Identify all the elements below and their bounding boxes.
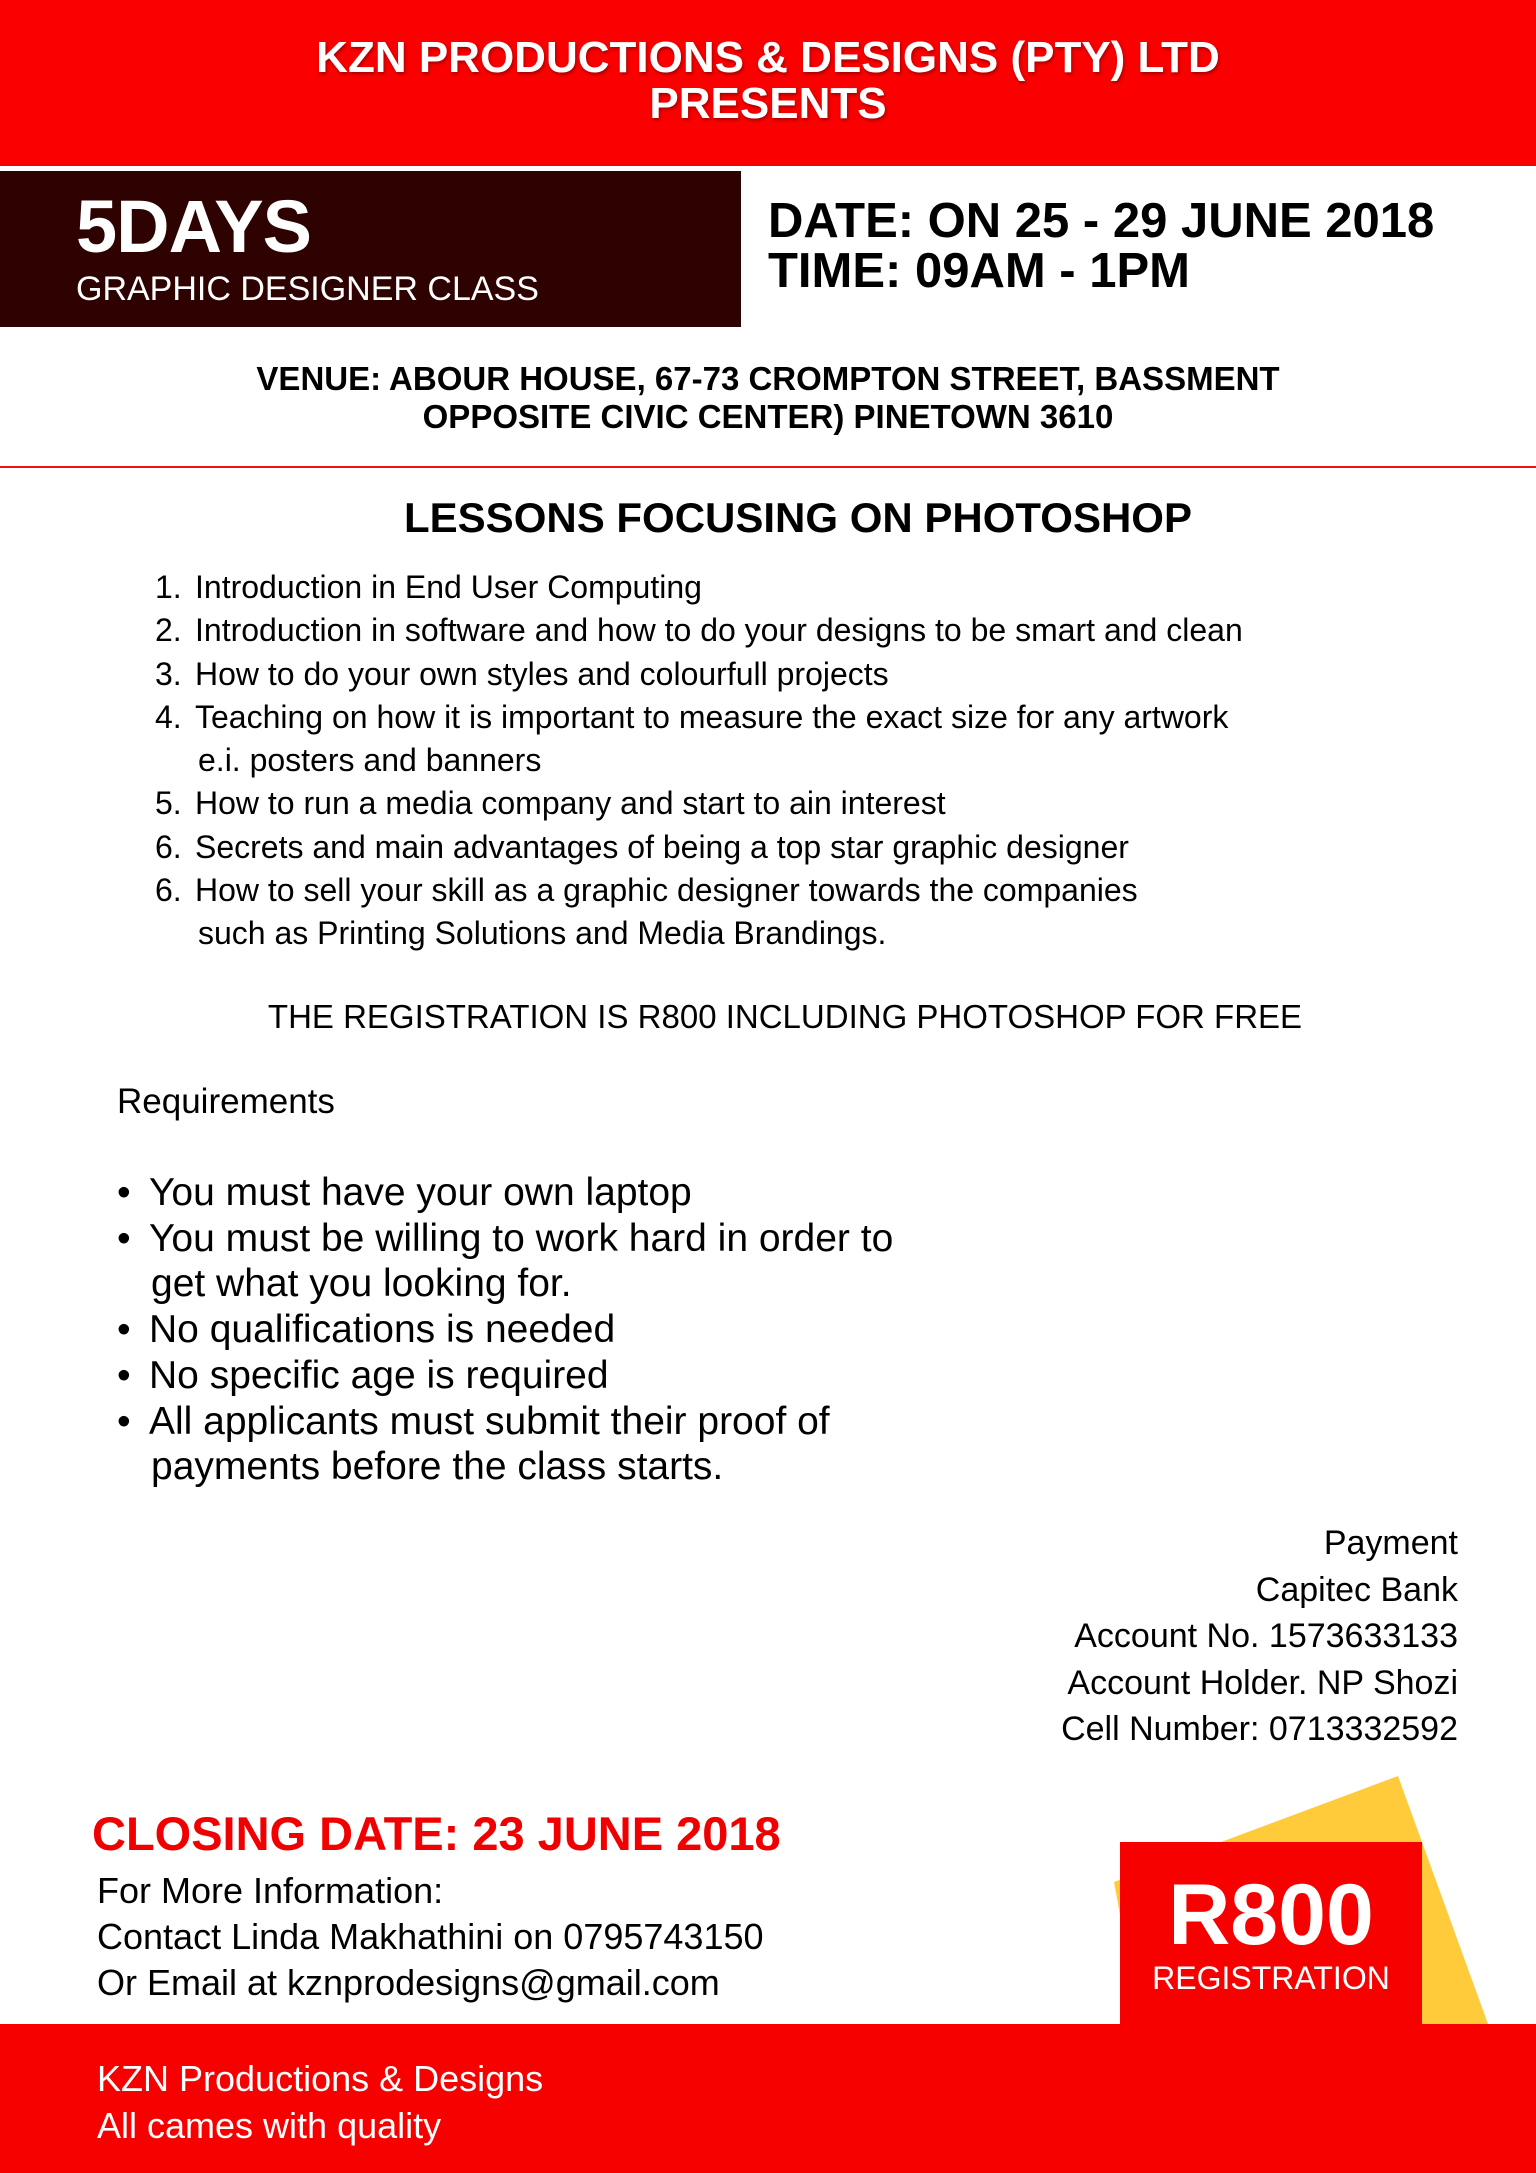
lesson-number: 3.: [155, 655, 182, 692]
lesson-continuation: such as Printing Solutions and Media Brandings.: [198, 915, 887, 952]
price-amount: R800: [1168, 1867, 1374, 1963]
payment-details: [1061, 1520, 1458, 1753]
requirement-text: No specific age is required: [149, 1353, 609, 1397]
lesson-item: [155, 653, 1243, 696]
contact-person: Contact Linda Makhathini on 0795743150: [97, 1916, 764, 1957]
requirement-continuation: get what you looking for.: [151, 1262, 572, 1306]
lesson-item: [155, 869, 1243, 912]
lesson-continuation: e.i. posters and banners: [198, 742, 542, 779]
lesson-text: Introduction in software and how to do your designs to be smart and clean: [195, 612, 1243, 649]
registration-note: THE REGISTRATION IS R800 INCLUDING PHOTOSHOP FOR FREE: [267, 998, 1303, 1035]
lessons-list: [155, 566, 1243, 956]
top-banner: [0, 0, 1536, 166]
requirement-item: [117, 1307, 893, 1353]
contact-info: [97, 1868, 764, 2006]
lesson-text: Teaching on how it is important to measure the exact size for any artwork: [195, 698, 1229, 735]
bullet-icon: •: [117, 1216, 131, 1260]
closing-date: CLOSING DATE: 23 JUNE 2018: [92, 1807, 781, 1860]
requirement-text: All applicants must submit their proof of: [149, 1399, 830, 1443]
requirement-item: [117, 1399, 893, 1445]
lesson-item: [155, 782, 1243, 825]
date-line: DATE: ON 25 - 29 JUNE 2018: [768, 194, 1435, 248]
lesson-number: 6.: [155, 872, 182, 909]
company-name: KZN PRODUCTIONS & DESIGNS (PTY) LTD: [316, 33, 1220, 82]
account-holder: Account Holder. NP Shozi: [1067, 1663, 1458, 1702]
duration-headline: 5DAYS: [76, 185, 311, 268]
bullet-icon: •: [117, 1308, 131, 1352]
lesson-text: How to run a media company and start to ain interest: [195, 785, 946, 822]
lesson-item: [155, 826, 1243, 869]
lesson-number: 2.: [155, 612, 182, 649]
bank-name: Capitec Bank: [1255, 1570, 1458, 1609]
lesson-number: 6.: [155, 828, 182, 865]
cell-number: Cell Number: 0713332592: [1061, 1710, 1458, 1748]
venue-line-2: OPPOSITE CIVIC CENTER) PINETOWN 3610: [422, 398, 1114, 435]
lessons-title: LESSONS FOCUSING ON PHOTOSHOP: [404, 494, 1192, 541]
presents-label: PRESENTS: [649, 79, 887, 128]
requirements-list: [117, 1170, 893, 1490]
class-subtitle: GRAPHIC DESIGNER CLASS: [76, 270, 539, 308]
lesson-text: Introduction in End User Computing: [195, 569, 702, 605]
lesson-number: 5.: [155, 785, 182, 822]
footer-company: KZN Productions & Designs: [97, 2058, 544, 2099]
payment-heading: Payment: [1323, 1524, 1458, 1562]
bullet-icon: •: [117, 1399, 131, 1443]
info-label: For More Information:: [97, 1870, 444, 1911]
price-label: REGISTRATION: [1152, 1960, 1390, 1996]
requirement-item: [117, 1216, 893, 1262]
contact-email: Or Email at kznprodesigns@gmail.com: [97, 1962, 720, 2003]
requirement-item: [117, 1353, 893, 1399]
lesson-item: [155, 696, 1243, 739]
venue: [0, 360, 1536, 436]
requirement-item: [117, 1170, 893, 1216]
lesson-text: How to do your own styles and colourfull projects: [195, 655, 889, 692]
schedule: [768, 196, 1434, 296]
lesson-item: [155, 566, 1243, 609]
title-box: [0, 171, 741, 327]
requirement-continuation: payments before the class starts.: [151, 1445, 724, 1489]
requirement-text: No qualifications is needed: [149, 1308, 616, 1352]
lesson-number: 1.: [155, 569, 182, 605]
lesson-text: How to sell your skill as a graphic designer towards the companies: [195, 872, 1138, 909]
bullet-icon: •: [117, 1353, 131, 1397]
requirement-text: You must have your own laptop: [149, 1171, 692, 1214]
lesson-text: Secrets and main advantages of being a top star graphic designer: [195, 828, 1129, 865]
lesson-item: [155, 609, 1243, 652]
lesson-number: 4.: [155, 698, 182, 735]
footer-tagline: All cames with quality: [97, 2105, 442, 2146]
section-divider: [0, 466, 1536, 468]
account-number: Account No. 1573633133: [1074, 1617, 1458, 1655]
price-badge: [1120, 1842, 1422, 2026]
venue-line-1: VENUE: ABOUR HOUSE, 67-73 CROMPTON STREET, BASSMENT: [256, 360, 1280, 397]
bullet-icon: •: [117, 1171, 131, 1214]
requirement-text: You must be willing to work hard in order to: [149, 1216, 894, 1260]
footer-banner: [0, 2024, 1536, 2173]
requirements-title: Requirements: [117, 1082, 335, 1121]
time-line: TIME: 09AM - 1PM: [768, 244, 1190, 298]
